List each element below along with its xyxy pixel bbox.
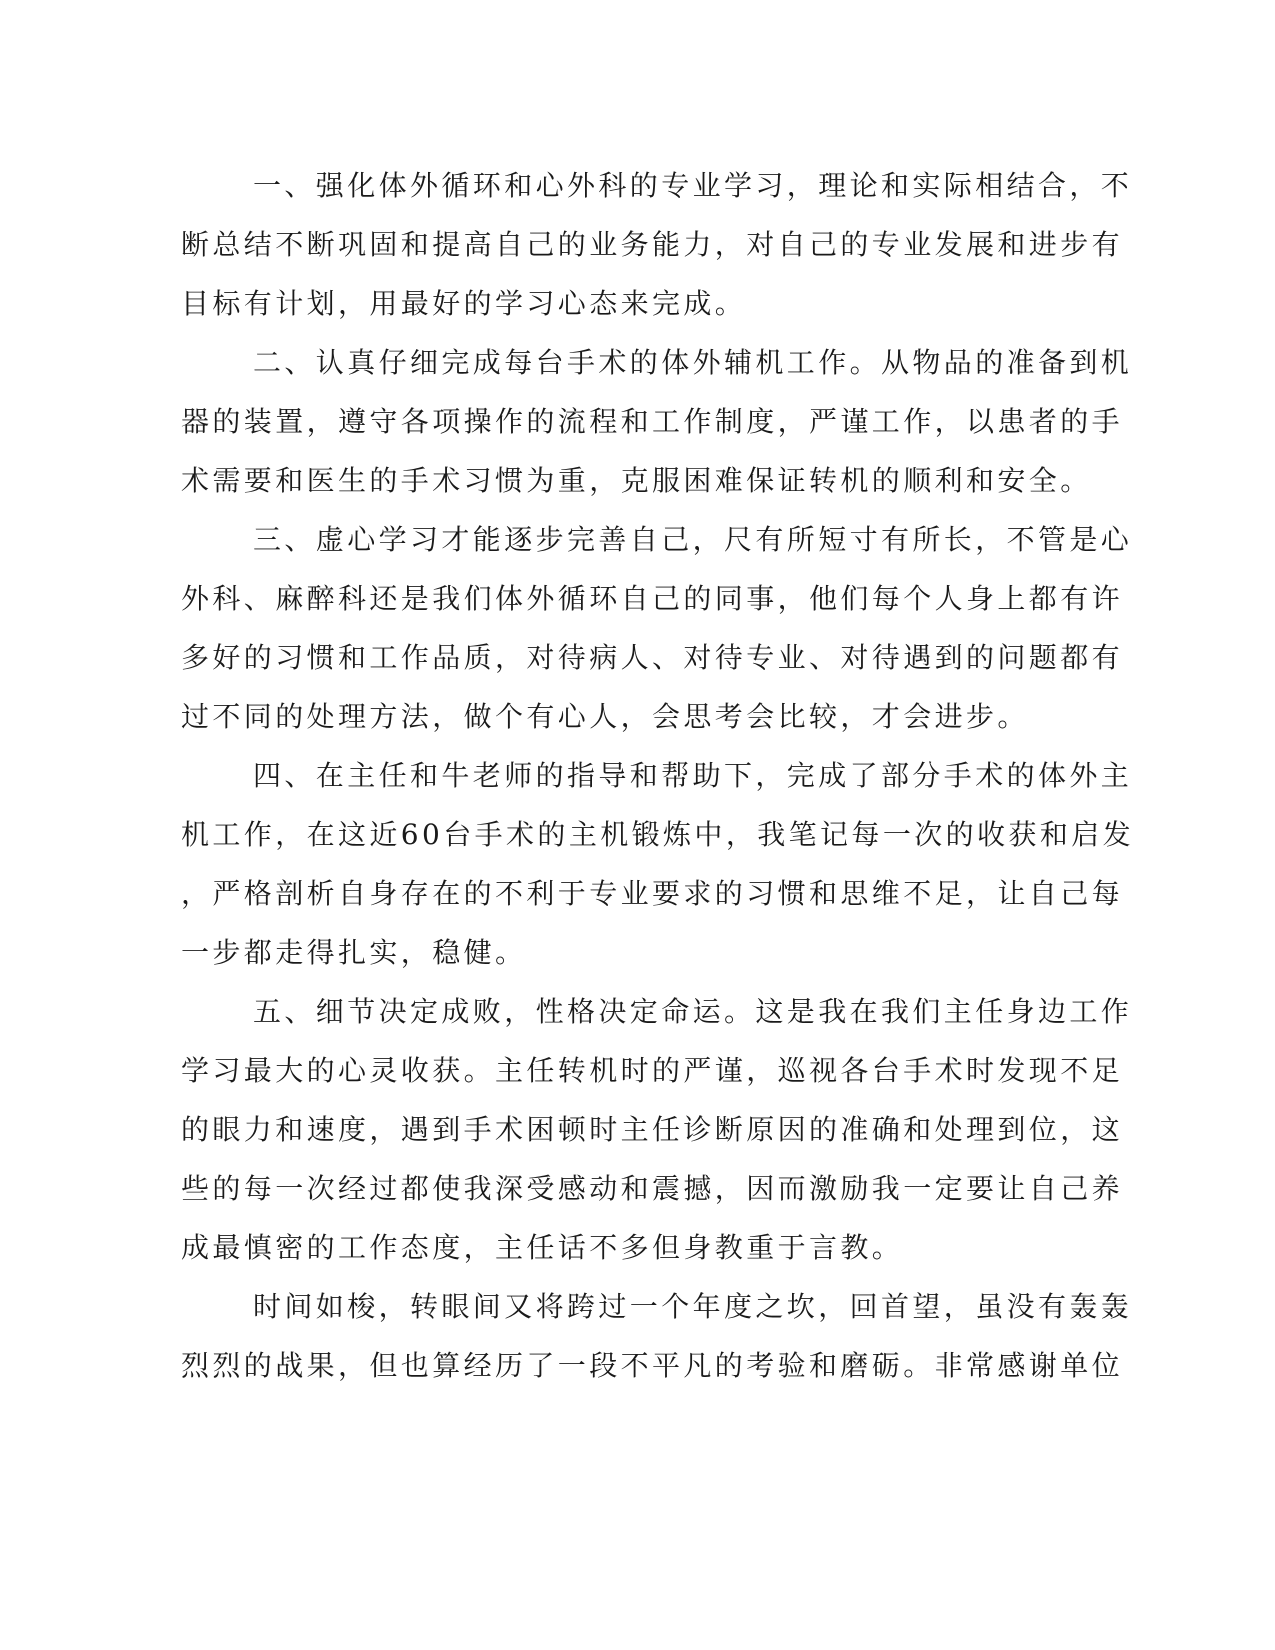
paragraph-first-line: 三、虚心学习才能逐步完善自己，尺有所短寸有所长，不管是心 <box>253 523 1133 556</box>
paragraph-line: 机工作，在这近60台手术的主机锻炼中，我笔记每一次的收获和启发 <box>181 818 1135 851</box>
paragraph-line: 一步都走得扎实，稳健。 <box>181 936 527 969</box>
paragraph-line: 外科、麻醉科还是我们体外循环自己的同事，他们每个人身上都有许 <box>181 582 1124 615</box>
paragraph-line: 的眼力和速度，遇到手术困顿时主任诊断原因的准确和处理到位，这 <box>181 1113 1124 1146</box>
body-text <box>181 156 1135 1395</box>
paragraph-first-line: 二、认真仔细完成每台手术的体外辅机工作。从物品的准备到机 <box>253 346 1133 379</box>
paragraph-first-line: 一、强化体外循环和心外科的专业学习，理论和实际相结合，不 <box>253 169 1133 202</box>
paragraph-line: 过不同的处理方法，做个有心人，会思考会比较，才会进步。 <box>181 700 1029 733</box>
paragraph-line: 学习最大的心灵收获。主任转机时的严谨，巡视各台手术时发现不足 <box>181 1054 1124 1087</box>
paragraph-line: ，严格剖析自身存在的不利于专业要求的习惯和思维不足，让自己每 <box>181 877 1124 910</box>
paragraph-line: 术需要和医生的手术习惯为重，克服困难保证转机的顺利和安全。 <box>181 464 1092 497</box>
paragraph-first-line: 时间如梭，转眼间又将跨过一个年度之坎，回首望，虽没有轰轰 <box>253 1290 1133 1323</box>
paragraph-line: 成最慎密的工作态度，主任话不多但身教重于言教。 <box>181 1231 904 1264</box>
paragraph-line: 器的装置，遵守各项操作的流程和工作制度，严谨工作，以患者的手 <box>181 405 1124 438</box>
paragraph-line: 多好的习惯和工作品质，对待病人、对待专业、对待遇到的问题都有 <box>181 641 1124 674</box>
paragraph-first-line: 五、细节决定成败，性格决定命运。这是我在我们主任身边工作 <box>253 995 1133 1028</box>
paragraph-first-line: 四、在主任和牛老师的指导和帮助下，完成了部分手术的体外主 <box>253 759 1133 792</box>
paragraph-line: 目标有计划，用最好的学习心态来完成。 <box>181 287 747 320</box>
paragraph-line: 断总结不断巩固和提高自己的业务能力，对自己的专业发展和进步有 <box>181 228 1124 261</box>
paragraph-line: 些的每一次经过都使我深受感动和震撼，因而激励我一定要让自己养 <box>181 1172 1124 1205</box>
paragraph-line: 烈烈的战果，但也算经历了一段不平凡的考验和磨砺。非常感谢单位 <box>181 1349 1124 1382</box>
